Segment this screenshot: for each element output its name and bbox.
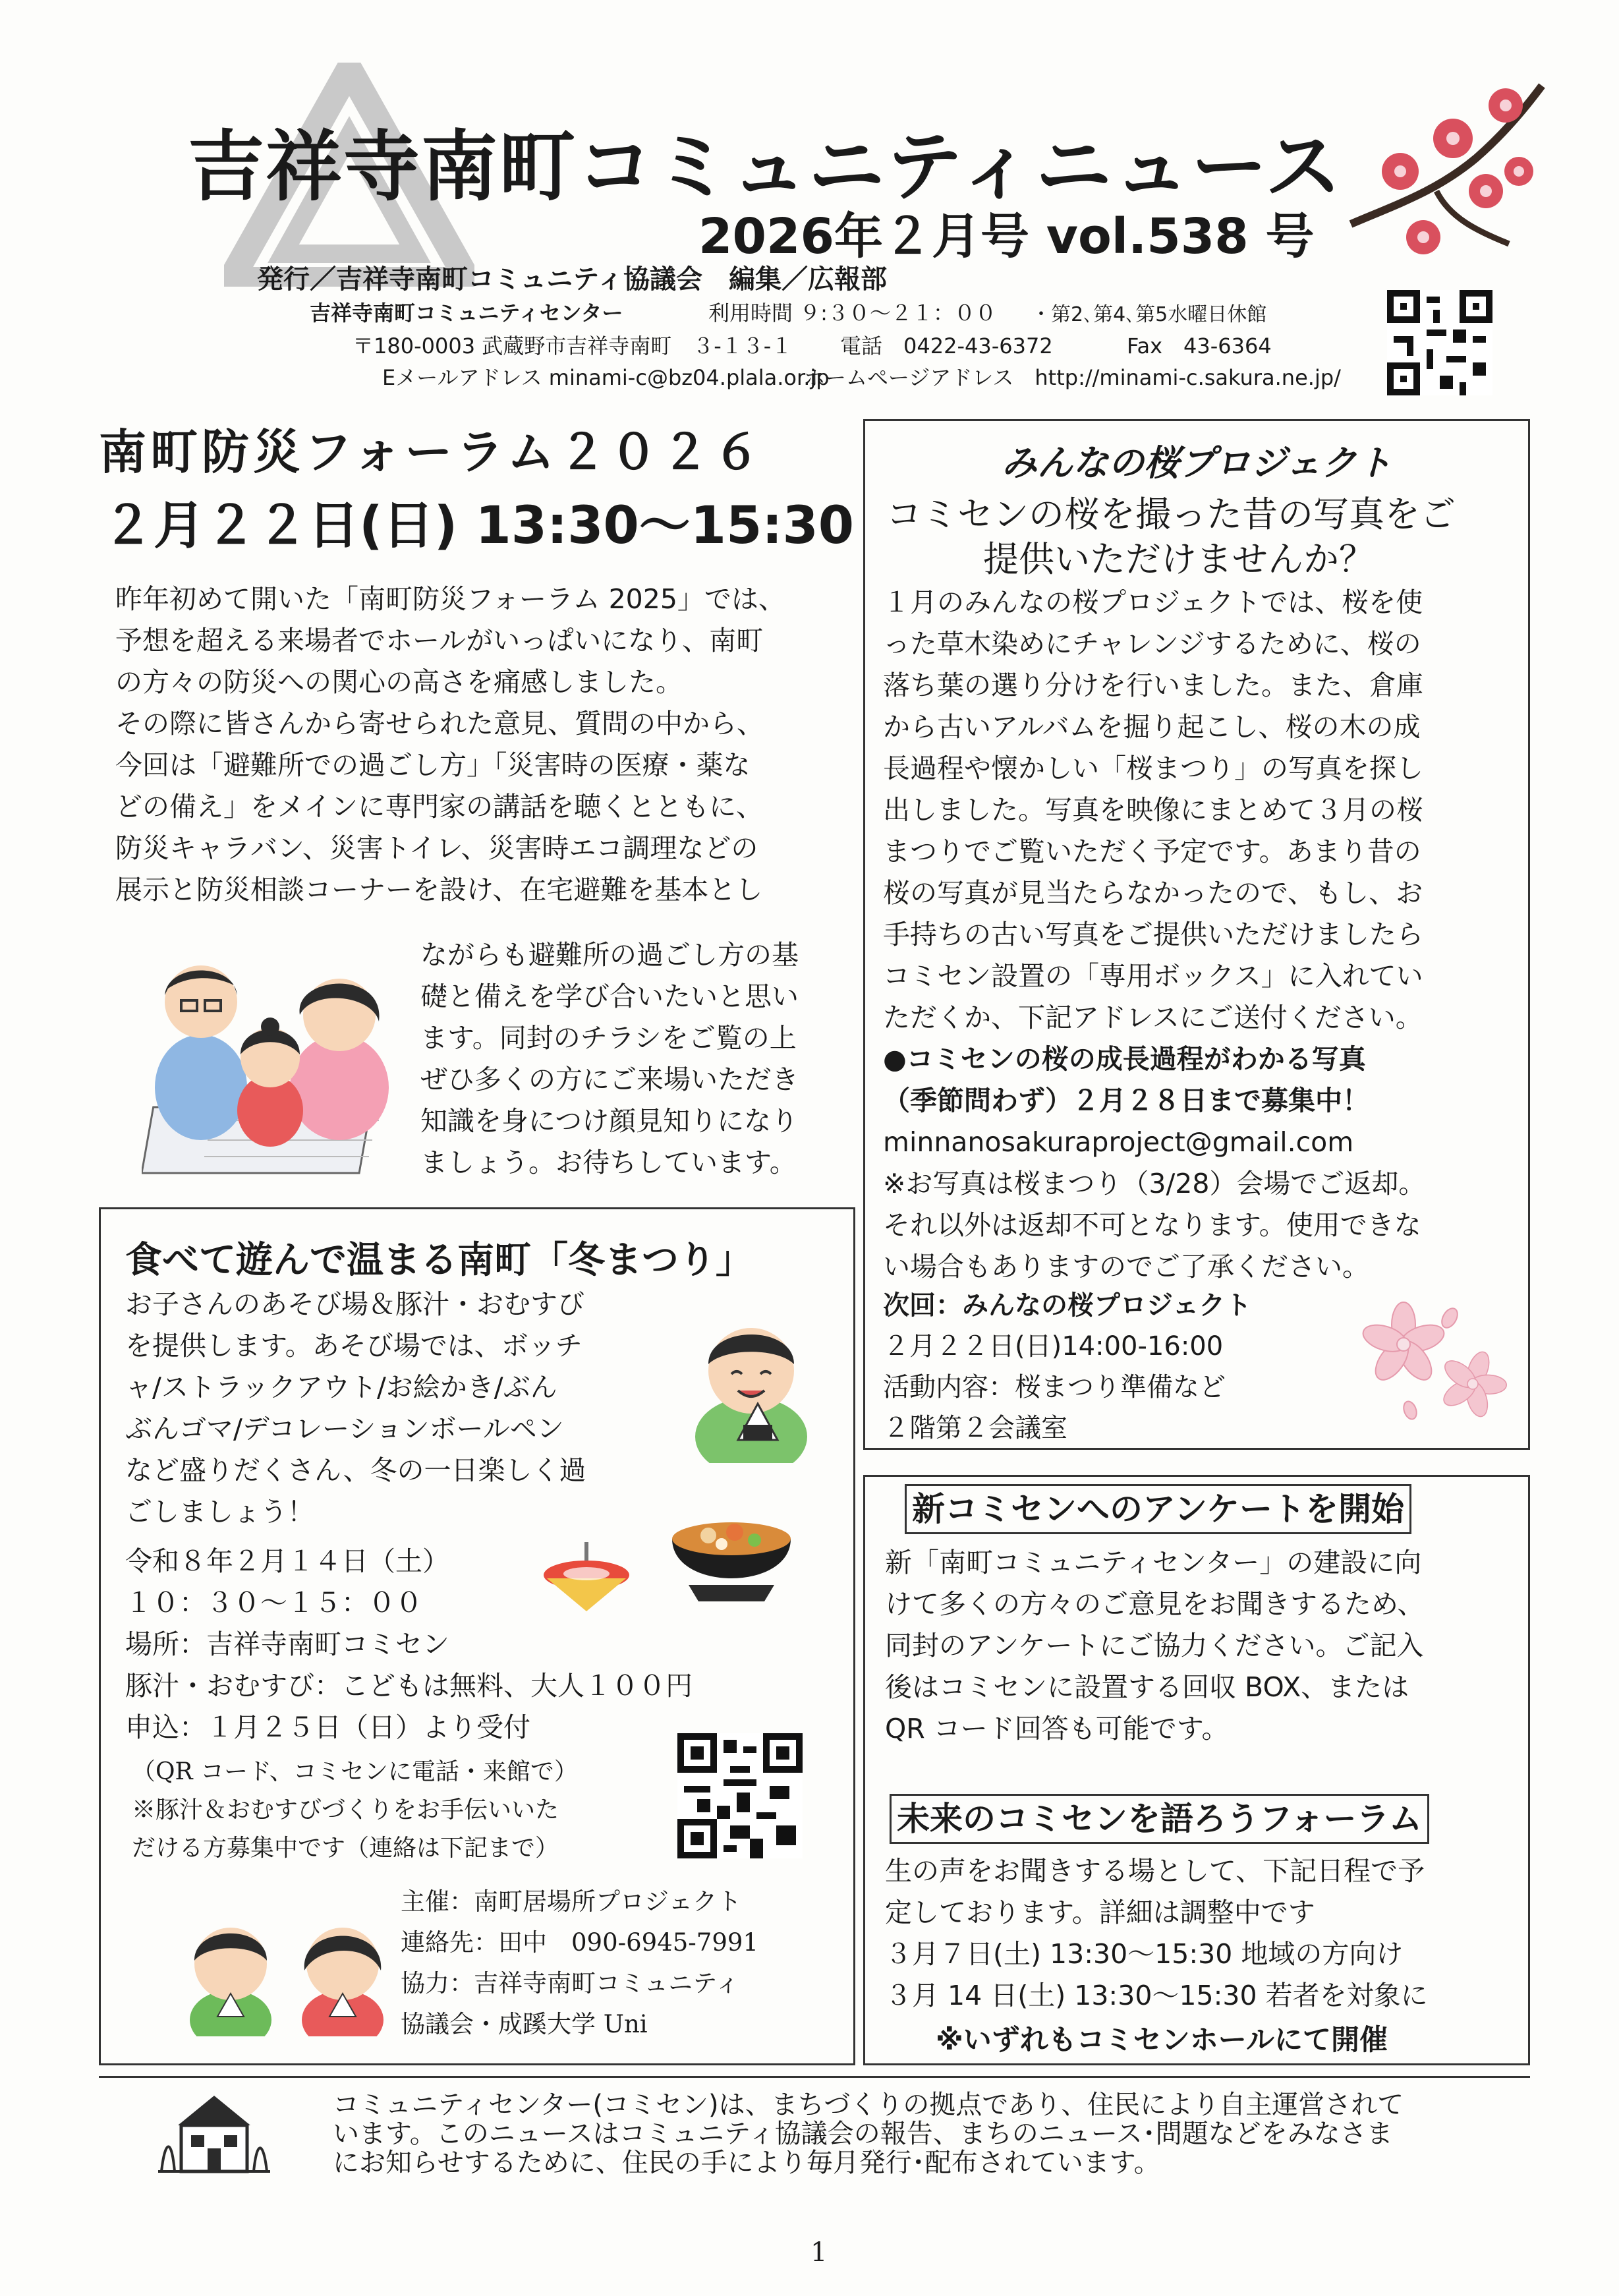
closed-days: ・第2､第4､第5水曜日休館 xyxy=(1031,303,1267,326)
contact: 連絡先：田中 090-6945-7991 xyxy=(401,1928,758,1957)
address: 〒180-0003 武蔵野市吉祥寺南町 ３-１３-１ xyxy=(353,333,793,359)
forum-body-continued: ながらも避難所の過ごし方の基 礎と備えを学び合いたいと思い ます。同封のチラシをご覧の上 ぜひ多くの方にご来場いただき 知識を身につけ顔見知りになり ましょう。お待ちしています。 xyxy=(420,939,799,1178)
event-apply: 申込：１月２５日（日）より受付 xyxy=(125,1711,530,1743)
sakura-project-title: みんなの桜プロジェクト xyxy=(1002,442,1392,484)
survey-body: 新「南町コミュニティセンター」の建設に向 けて多くの方々のご意見をお聞きするため、 同封のアンケートにご協力ください。ご記入 後はコミセンに設置する回収 BOX、または QR コード回答も可能です。 xyxy=(885,1547,1425,1744)
sakura-email-link[interactable]: minnanosakuraproject@gmail.com xyxy=(883,1126,1354,1158)
fax-number: Fax 43-6364 xyxy=(1127,333,1272,359)
future-forum-note: ※いずれもコミセンホールにて開催 xyxy=(936,2024,1388,2057)
winter-festival-organizers: 主催：南町居場所プロジェクト 連絡先：田中 090-6945-7991 協力：吉祥寺南町コミュニティ 協議会・成蹊大学 Uni xyxy=(401,1881,758,2045)
issue-number: 2026年２月号 vol.538 号 xyxy=(698,208,1315,265)
forum-title: 南町防災フォーラム２０２６ xyxy=(99,424,764,480)
forum-datetime: ２月２２日(日) 13:30～15:30 xyxy=(102,496,855,556)
event-place: 場所：吉祥寺南町コミセン xyxy=(125,1628,449,1660)
sakura-subtitle-2: 提供いただけませんか？ xyxy=(983,538,1375,580)
center-name: 吉祥寺南町コミュニティセンター xyxy=(310,301,623,326)
cooperation: 協力：吉祥寺南町コミュニティ xyxy=(401,1969,740,1997)
page-number: 1 xyxy=(810,2237,828,2268)
future-forum-body: 生の声をお聞きする場として、下記日程で予 定しております。詳細は調整中です ３月７日(土) 13:30～15:30 地域の方向け ３月 14 日(土) 13:30～15:30 若者を対象に xyxy=(885,1851,1428,2017)
future-forum-date-1: ３月７日(土) 13:30～15:30 地域の方向け xyxy=(885,1938,1404,1970)
winter-festival-notes: （QR コード、コミセンに電話・来館で） ※豚汁＆おむすびづくりをお手伝いいた だける方募集中です（連絡は下記まで） xyxy=(132,1758,578,1862)
forum-body: 昨年初めて開いた「南町防災フォーラム 2025」では、 予想を超える来場者でホールがいっぱいになり、南町 の方々の防災への関心の高さを痛感しました。 その際に皆さんから寄せられた意見、質問の中から、 今回は「避難所での過ごし方」「災害時の医療・薬な どの備え」をメインに専門家の講話を聴くとともに、 防災キャラバン、災害トイレ、災害時エコ調理などの 展示と防災相談コーナーを設け、在宅避難を基本とし xyxy=(115,583,785,905)
sakura-subtitle-1: コミセンの桜を撮った昔の写真をご xyxy=(886,494,1456,535)
qr-code-icon[interactable] xyxy=(1387,290,1492,395)
festival-qr-code-icon[interactable] xyxy=(677,1733,803,1858)
event-date: 令和８年２月１４日（土） xyxy=(125,1545,449,1577)
kids-illustration-icon xyxy=(178,1911,402,2036)
winter-festival-title: 食べて遊んで温まる南町「冬まつり」 xyxy=(125,1239,753,1282)
boy-onigiri-icon xyxy=(685,1311,817,1463)
future-forum-date-2: ３月 14 日(土) 13:30～15:30 若者を対象に xyxy=(885,1980,1428,2011)
footer-text: コミュニティセンター(コミセン)は、まちづくりの拠点であり、住民により自主運営されて います。このニュースはコミュニティ協議会の報告、まちのニュース･問題などをみなさま にお知らせするために、住民の手により毎月発行･配布されています。 xyxy=(333,2090,1404,2178)
event-time: １０：３０～１５：００ xyxy=(125,1587,422,1619)
sakura-body: １月のみんなの桜プロジェクトでは、桜を使 った草木染めにチャレンジするために、桜の 落ち葉の選り分けを行いました。また、倉庫 から古いアルバムを掘り起こし、桜の木の成 長過程や懐かしい「桜まつり」の写真を探し 出しました。写真を映像にまとめて３月の桜 まつりでご覧いただく予定です。あまり昔の 桜の写真が見当たらなかったので、もし、お 手持ちの古い写真をご提供いただけましたら コミセン設置の「専用ボックス」に入れてい ただくか、下記アドレスにご送付ください。 ●コミセンの桜の成長過程がわかる写真 （季節問わず）２月２８日まで募集中！ minnanosakuraproject@gmail.com ※お写真は桜まつり（3/28）会場でご返却。 それ以外は返却不可となります。使用できな い場合もありますのでご了承ください。 xyxy=(883,587,1426,1282)
event-price: 豚汁・おむすび：こどもは無料、大人１００円 xyxy=(125,1670,693,1702)
winter-festival-details xyxy=(125,1541,693,1748)
cherry-blossom-icon xyxy=(1351,1298,1516,1430)
homepage-url: ホームページアドレス http://minami-c.sakura.ne.jp/ xyxy=(804,365,1341,390)
phone-number: 電話 0422-43-6372 xyxy=(840,333,1053,359)
publisher-line: 発行／吉祥寺南町コミュニティ協議会 編集／広報部 xyxy=(257,264,887,295)
opening-hours: 利用時間 ９:３０～２１：００ xyxy=(708,301,996,326)
plum-blossom-icon xyxy=(1344,72,1555,270)
organizer: 主催：南町居場所プロジェクト xyxy=(401,1887,742,1916)
sakura-next-session: 次回：みんなの桜プロジェクト ２月２２日(日)14:00-16:00 活動内容：桜まつり準備など ２階第２会議室 xyxy=(883,1290,1252,1443)
winter-festival-body: お子さんのあそび場＆豚汁・おむすび を提供します。あそび場では、ボッチ ャ/ストラックアウト/お絵かき/ぶん ぶんゴマ/デコレーションボールペン など盛りだくさん、冬の一日楽しく過 ごしましょう！ xyxy=(125,1288,586,1528)
newsletter-title: 吉祥寺南町コミュニティニュース xyxy=(188,123,1343,212)
email-address: Eメールアドレス minami-c@bz04.plala.or.jp xyxy=(382,365,830,390)
survey-title: 新コミセンへのアンケートを開始 xyxy=(905,1484,1411,1534)
family-illustration-icon xyxy=(142,949,405,1180)
future-forum-title: 未来のコミセンを語ろうフォーラム xyxy=(890,1794,1429,1844)
house-icon xyxy=(158,2089,270,2175)
